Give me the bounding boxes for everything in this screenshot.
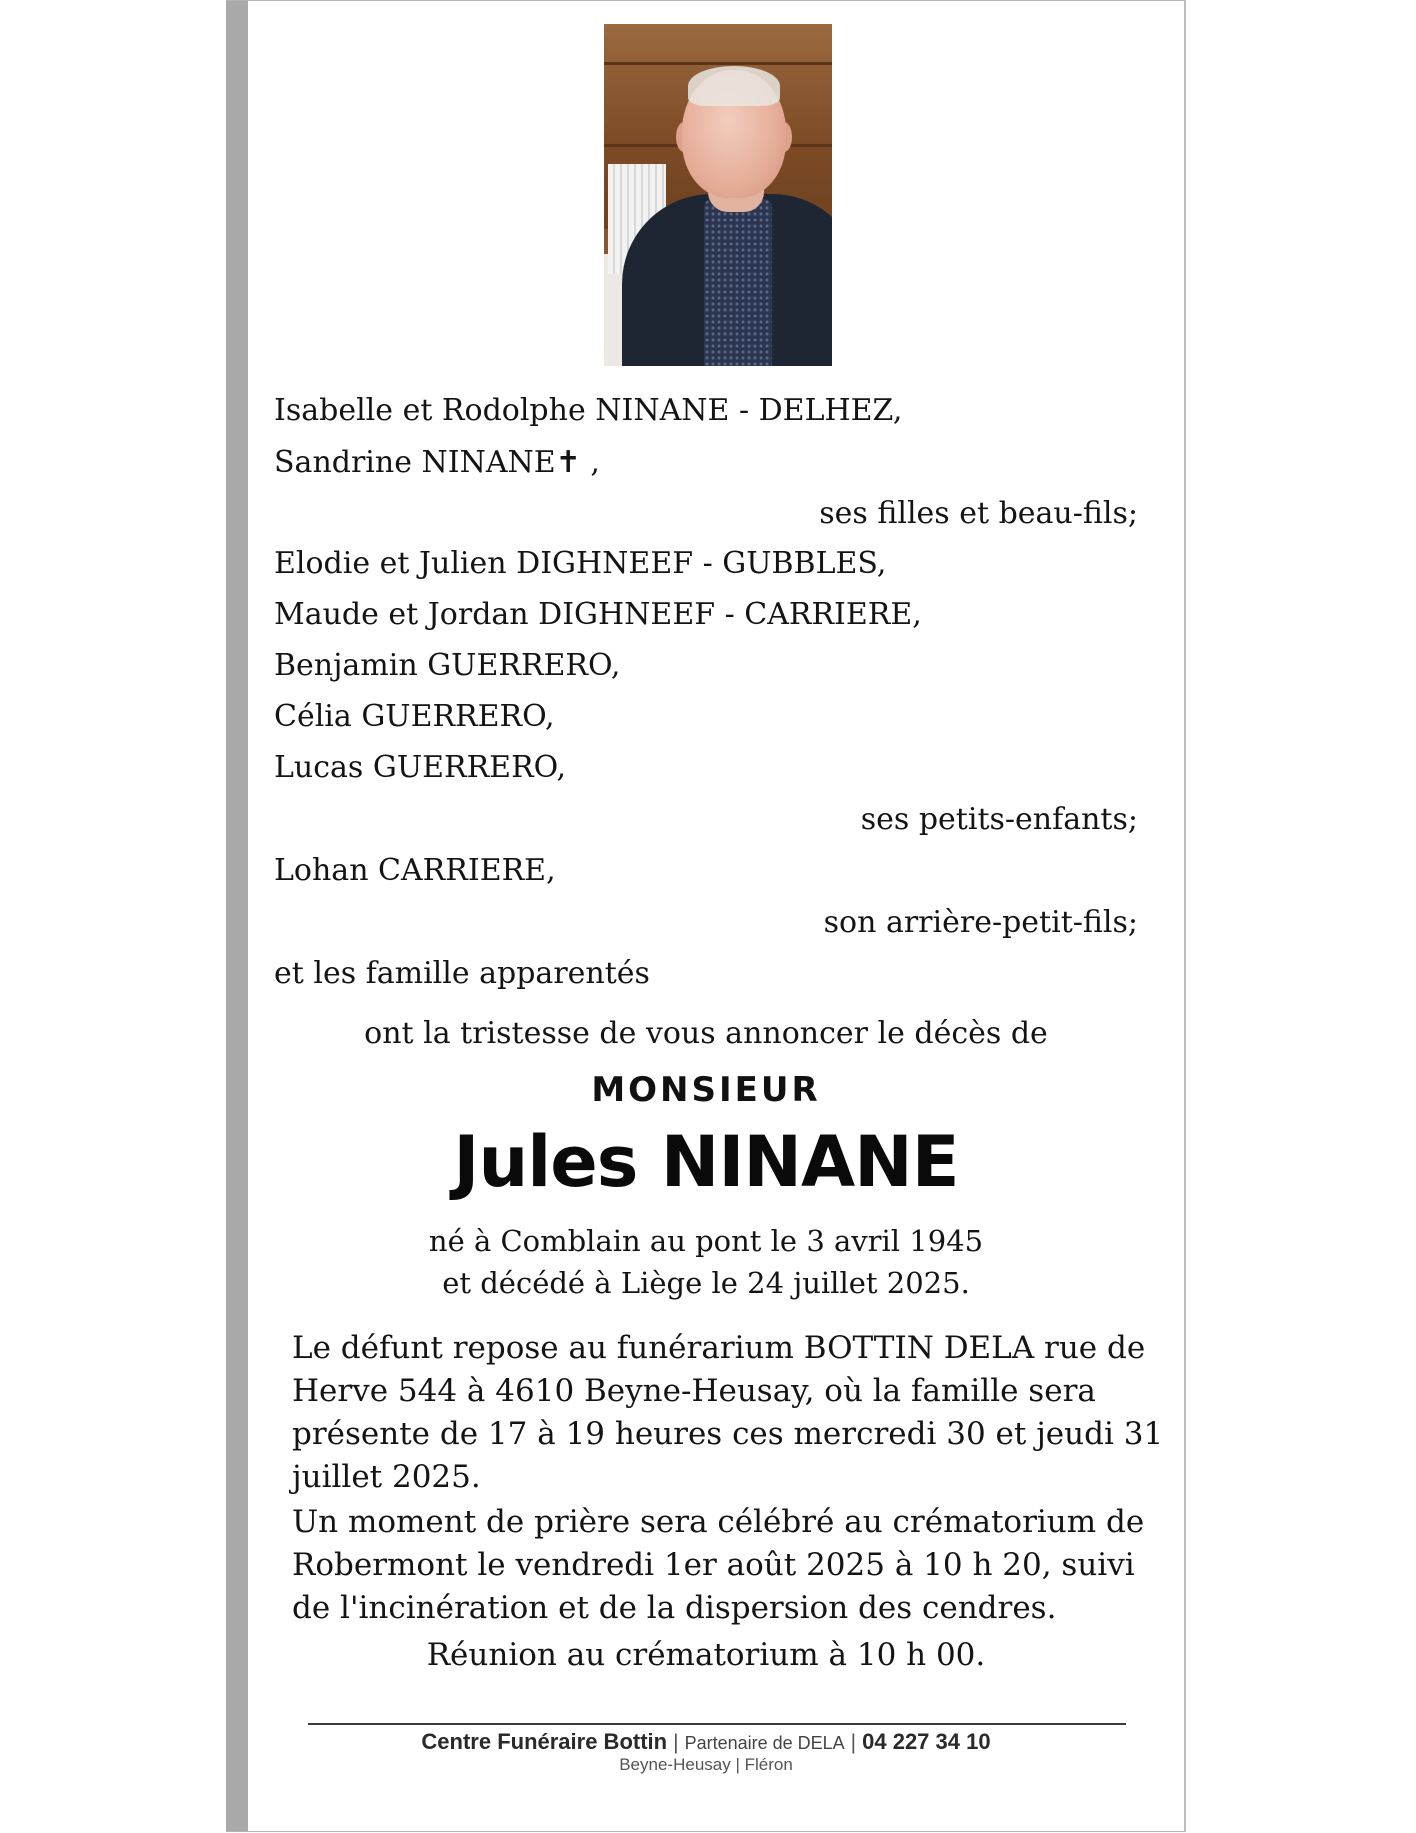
relatives-line: et les famille apparentés (274, 956, 650, 991)
grandchild-line: Lucas GUERRERO, (274, 750, 567, 785)
family-line-daughter-1: Isabelle et Rodolphe NINANE - DELHEZ, (274, 393, 903, 428)
grandchild-line: Célia GUERRERO, (274, 699, 555, 734)
great-grandchild-line: Lohan CARRIERE, (274, 853, 556, 888)
grandchild-line: Elodie et Julien DIGHNEEF - GUBBLES, (274, 546, 887, 581)
portrait-photo (604, 24, 832, 366)
left-margin-bar (226, 1, 248, 1831)
visitation-paragraph: Le défunt repose au funérarium BOTTIN DELA rue de Herve 544 à 4610 Beyne-Heusay, où la famille sera présente de 17 à 19 heures ces mercredi 30 et jeudi 31 juillet 2025. (292, 1330, 1164, 1495)
ceremony-paragraph: Un moment de prière sera célébré au crématorium de Robermont le vendredi 1er août 2025 à 10 h 20, suivi de l'incinération et de la dispersion des cendres. (292, 1504, 1145, 1626)
relation-label-daughters: ses filles et beau-fils; (819, 496, 1138, 531)
grandchild-line: Benjamin GUERRERO, (274, 648, 621, 683)
relation-label-great-grandchild: son arrière-petit-fils; (823, 905, 1138, 940)
honorific-title: MONSIEUR (591, 1070, 821, 1110)
funeral-home-footer: Centre Funéraire Bottin | Partenaire de DELA | 04 227 34 10 (421, 1729, 991, 1754)
family-line-daughter-2: Sandrine NINANE✝ , (274, 445, 600, 480)
birth-line: né à Comblain au pont le 3 avril 1945 (428, 1224, 984, 1258)
grandchild-line: Maude et Jordan DIGHNEEF - CARRIERE, (274, 597, 922, 632)
obituary-card (226, 0, 1186, 1832)
deceased-name: Jules NINANE (453, 1121, 959, 1203)
footer-divider (308, 1723, 1126, 1725)
funeral-home-name: Centre Funéraire Bottin (421, 1729, 668, 1754)
funeral-home-locations: Beyne-Heusay | Fléron (619, 1755, 793, 1774)
relation-label-grandchildren: ses petits-enfants; (860, 802, 1138, 837)
death-line: et décédé à Liège le 24 juillet 2025. (442, 1266, 970, 1300)
meeting-line: Réunion au crématorium à 10 h 00. (426, 1637, 986, 1673)
announcement-line: ont la tristesse de vous annoncer le décès de (364, 1016, 1048, 1051)
phone-number: 04 227 34 10 (862, 1729, 991, 1754)
partner-text: Partenaire de DELA (684, 1733, 845, 1753)
